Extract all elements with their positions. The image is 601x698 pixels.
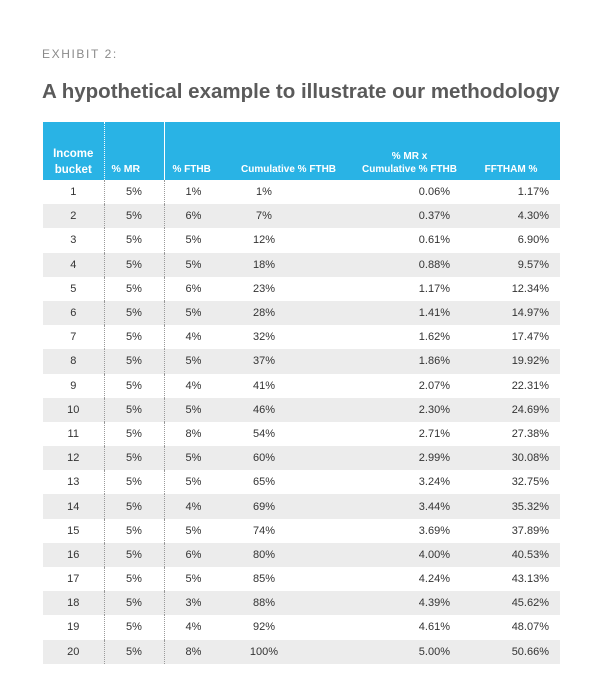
table-row [43,543,560,567]
mr-cell: 5% [104,446,164,470]
cumulative-fthb-cell: 100% [249,645,279,658]
table-row [43,349,560,373]
income-bucket-cell: 15 [43,519,104,543]
mr-cell: 5% [104,398,164,422]
fthb-cell: 5% [185,307,202,320]
table-row [43,591,560,615]
mr-x-cumulative-cell: 1.41% [418,307,450,320]
mr-cell: 5% [104,591,164,615]
cumulative-fthb-cell: 41% [252,379,276,392]
fftham-cell: 37.89% [511,524,549,537]
mr-cell: 5% [104,374,164,398]
mr-cell: 5% [104,277,164,301]
income-bucket-cell: 2 [43,204,104,228]
fftham-cell: 4.30% [517,210,549,223]
header-income-bucket-line1: Income [53,148,94,160]
methodology-table [43,122,560,664]
income-bucket-cell: 3 [43,228,104,252]
fthb-cell: 8% [185,645,202,658]
header-mr-x-cumulative [339,122,462,180]
income-bucket-cell: 12 [43,446,104,470]
cumulative-fthb-cell: 74% [252,524,276,537]
fftham-cell: 27.38% [511,427,549,440]
fthb-cell: 1% [185,186,202,199]
mr-x-cumulative-cell: 0.06% [418,186,450,199]
cumulative-fthb-cell: 1% [256,186,272,199]
fftham-cell: 43.13% [511,573,549,586]
income-bucket-cell: 13 [43,470,104,494]
income-bucket-cell: 18 [43,591,104,615]
fthb-cell: 6% [185,548,202,561]
income-bucket-cell: 11 [43,422,104,446]
cumulative-fthb-cell: 7% [256,210,272,223]
mr-cell: 5% [104,494,164,518]
mr-x-cumulative-cell: 5.00% [418,645,450,658]
cumulative-fthb-cell: 18% [252,258,276,271]
fftham-cell: 1.17% [517,186,549,199]
fthb-cell: 5% [185,573,202,586]
fthb-cell: 3% [185,597,202,610]
mr-cell: 5% [104,519,164,543]
mr-cell: 5% [104,615,164,639]
mr-cell: 5% [104,422,164,446]
table-row [43,228,560,252]
fthb-cell: 5% [185,476,202,489]
fthb-cell: 5% [185,258,202,271]
table-row [43,494,560,518]
fftham-cell: 14.97% [511,307,549,320]
mr-x-cumulative-cell: 2.30% [418,403,450,416]
fthb-cell: 5% [185,403,202,416]
mr-x-cumulative-cell: 0.61% [418,234,450,247]
table-row [43,277,560,301]
mr-x-cumulative-cell: 3.69% [418,524,450,537]
cumulative-fthb-cell: 69% [252,500,276,513]
income-bucket-cell: 16 [43,543,104,567]
mr-x-cumulative-cell: 0.88% [418,258,450,271]
header-income-bucket-line2: bucket [54,164,92,176]
mr-cell: 5% [104,180,164,204]
mr-x-cumulative-cell: 2.99% [418,452,450,465]
fftham-cell: 32.75% [511,476,549,489]
cumulative-fthb-cell: 60% [252,452,276,465]
mr-x-cumulative-cell: 1.17% [418,282,450,295]
mr-x-cumulative-cell: 4.39% [418,597,450,610]
fftham-cell: 45.62% [511,597,549,610]
income-bucket-cell: 4 [43,253,104,277]
mr-x-cumulative-cell: 4.24% [418,573,450,586]
table-row [43,446,560,470]
fthb-cell: 5% [185,355,202,368]
table-row [43,422,560,446]
mr-x-cumulative-cell: 1.62% [418,331,450,344]
table-row [43,325,560,349]
table-row [43,615,560,639]
fthb-cell: 5% [185,524,202,537]
mr-x-cumulative-cell: 1.86% [418,355,450,368]
header-mr-x-line2: Cumulative % FTHB [361,164,457,175]
cumulative-fthb-cell: 37% [252,355,276,368]
income-bucket-cell: 19 [43,615,104,639]
cumulative-fthb-cell: 23% [252,282,276,295]
fftham-cell: 17.47% [511,331,549,344]
table-row [43,398,560,422]
mr-cell: 5% [104,349,164,373]
income-bucket-cell: 14 [43,494,104,518]
table-row [43,519,560,543]
mr-x-cumulative-cell: 4.00% [418,548,450,561]
table-row [43,301,560,325]
fftham-cell: 19.92% [511,355,549,368]
income-bucket-cell: 17 [43,567,104,591]
fftham-cell: 50.66% [511,645,549,658]
mr-cell: 5% [104,301,164,325]
fthb-cell: 4% [185,379,202,392]
cumulative-fthb-cell: 46% [252,403,276,416]
cumulative-fthb-cell: 12% [252,234,276,247]
mr-x-cumulative-cell: 3.44% [418,500,450,513]
header-mr: % MR [104,122,164,180]
mr-cell: 5% [104,325,164,349]
header-income-bucket [43,122,104,180]
table-row [43,640,560,664]
fthb-cell: 4% [185,331,202,344]
fthb-cell: 4% [185,500,202,513]
fftham-cell: 35.32% [511,500,549,513]
header-fftham: FFTHAM % [484,164,538,175]
fftham-cell: 24.69% [511,403,549,416]
fthb-cell: 8% [185,427,202,440]
table-header-row [43,122,560,180]
income-bucket-cell: 7 [43,325,104,349]
fthb-cell: 5% [185,452,202,465]
mr-cell: 5% [104,640,164,664]
income-bucket-cell: 6 [43,301,104,325]
mr-x-cumulative-cell: 4.61% [418,621,450,634]
mr-cell: 5% [104,543,164,567]
income-bucket-cell: 9 [43,374,104,398]
table-row [43,374,560,398]
mr-x-cumulative-cell: 2.71% [418,427,450,440]
cumulative-fthb-cell: 92% [252,621,276,634]
fftham-cell: 9.57% [517,258,549,271]
cumulative-fthb-cell: 88% [252,597,276,610]
table-row [43,253,560,277]
fthb-cell: 4% [185,621,202,634]
cumulative-fthb-cell: 32% [252,331,276,344]
fftham-cell: 48.07% [511,621,549,634]
header-cumulative-fthb: Cumulative % FTHB [241,164,337,175]
mr-cell: 5% [104,567,164,591]
fftham-cell: 40.53% [511,548,549,561]
cumulative-fthb-cell: 85% [252,573,276,586]
fthb-cell: 5% [185,234,202,247]
mr-x-cumulative-cell: 3.24% [418,476,450,489]
table-row [43,567,560,591]
fftham-cell: 12.34% [511,282,549,295]
header-fthb: % FTHB [172,164,211,175]
cumulative-fthb-cell: 54% [252,427,276,440]
fftham-cell: 30.08% [511,452,549,465]
income-bucket-cell: 1 [43,180,104,204]
fthb-cell: 6% [185,210,202,223]
fthb-cell: 6% [185,282,202,295]
mr-x-cumulative-cell: 0.37% [418,210,450,223]
table-body [43,180,560,664]
table-row [43,204,560,228]
mr-cell: 5% [104,470,164,494]
income-bucket-cell: 10 [43,398,104,422]
income-bucket-cell: 5 [43,277,104,301]
exhibit-label: EXHIBIT 2: [42,47,118,61]
mr-cell: 5% [104,228,164,252]
fftham-cell: 6.90% [517,234,549,247]
mr-x-cumulative-cell: 2.07% [418,379,450,392]
table-row [43,470,560,494]
mr-cell: 5% [104,204,164,228]
page-title: A hypothetical example to illustrate our methodology [42,80,560,103]
header-mr-x-line1: % MR x [391,151,428,162]
mr-cell: 5% [104,253,164,277]
income-bucket-cell: 8 [43,349,104,373]
table-row [43,180,560,204]
cumulative-fthb-cell: 28% [252,307,276,320]
cumulative-fthb-cell: 80% [252,548,276,561]
fftham-cell: 22.31% [511,379,549,392]
cumulative-fthb-cell: 65% [252,476,276,489]
income-bucket-cell: 20 [43,640,104,664]
